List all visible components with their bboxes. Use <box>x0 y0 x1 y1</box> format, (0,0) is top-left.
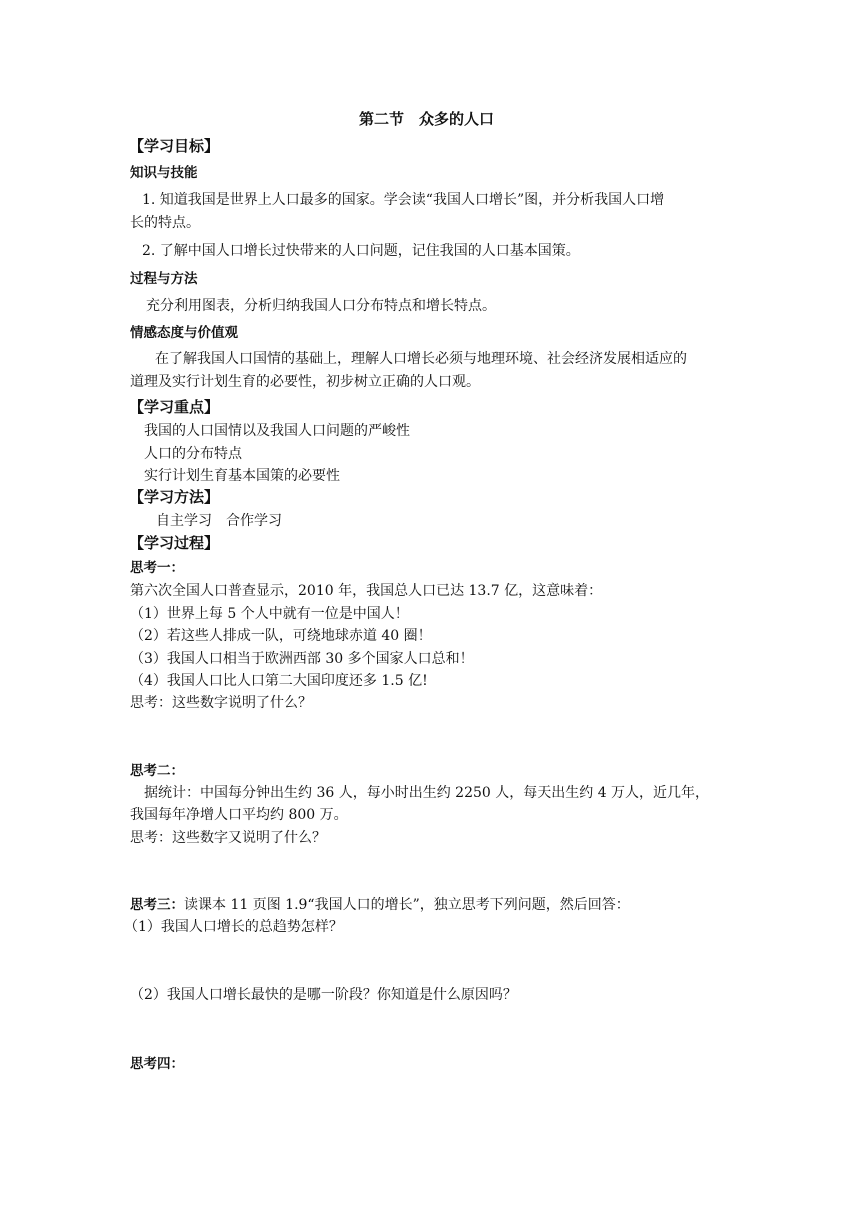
process-label: 过程与方法 <box>130 271 198 287</box>
think1-item: （4）我国人口比人口第二大国印度还多 1.5 亿! <box>130 673 428 689</box>
attitude-line1: 在了解我国人口国情的基础上，理解人口增长必须与地理环境、社会经济发展相适应的 <box>155 351 687 367</box>
think3-line <box>130 896 630 914</box>
think4-label: 思考四： <box>130 1056 184 1072</box>
methods-text: 自主学习 合作学习 <box>156 513 282 529</box>
think3-q1: （1）我国人口增长的总趋势怎样？ <box>124 919 343 935</box>
think1-question: 思考：这些数字说明了什么？ <box>130 695 312 711</box>
think2-question: 思考：这些数字又说明了什么？ <box>130 830 326 846</box>
think1-label: 思考一： <box>130 560 184 576</box>
page-title: 第二节 众多的人口 <box>359 110 495 128</box>
knowledge-item2: 2. 了解中国人口增长过快带来的人口问题，记住我国的人口基本国策。 <box>142 243 580 259</box>
think1-item: （3）我国人口相当于欧洲西部 30 多个国家人口总和！ <box>130 651 474 667</box>
process-section-heading: 【学习过程】 <box>129 534 220 552</box>
think1-intro: 第六次全国人口普查显示，2010 年，我国总人口已达 13.7 亿，这意味着： <box>130 583 603 599</box>
attitude-line2: 道理及实行计划生育的必要性，初步树立正确的人口观。 <box>130 374 480 390</box>
objectives-heading: 【学习目标】 <box>129 137 220 155</box>
knowledge-item1-line1: 1. 知道我国是世界上人口最多的国家。学会读“我国人口增长”图，并分析我国人口增 <box>142 192 665 208</box>
methods-heading: 【学习方法】 <box>129 488 220 506</box>
keypoint-item: 实行计划生育基本国策的必要性 <box>144 468 340 484</box>
knowledge-label: 知识与技能 <box>130 165 198 181</box>
think3-q2: （2）我国人口增长最快的是哪一阶段？你知道是什么原因吗？ <box>130 987 517 1003</box>
attitude-label: 情感态度与价值观 <box>130 325 238 341</box>
knowledge-item1-line2: 长的特点。 <box>130 215 200 231</box>
keypoint-item: 我国的人口国情以及我国人口问题的严峻性 <box>144 423 410 439</box>
process-text: 充分利用图表，分析归纳我国人口分布特点和增长特点。 <box>146 298 496 314</box>
think2-line2: 我国每年净增人口平均约 800 万。 <box>130 807 348 823</box>
think2-line1: 据统计：中国每分钟出生约 36 人，每小时出生约 2250 人，每天出生约 4 万人，近几年， <box>144 785 710 801</box>
think3-label: 思考三： <box>130 897 184 913</box>
think1-item: （1）世界上每 5 个人中就有一位是中国人！ <box>130 606 409 622</box>
keypoints-heading: 【学习重点】 <box>129 398 220 416</box>
keypoint-item: 人口的分布特点 <box>144 446 242 462</box>
think3-intro: 读课本 11 页图 1.9“我国人口的增长”，独立思考下列问题，然后回答： <box>184 897 630 913</box>
think2-label: 思考二： <box>130 763 184 779</box>
think1-item: （2）若这些人排成一队，可绕地球赤道 40 圈！ <box>130 628 432 644</box>
